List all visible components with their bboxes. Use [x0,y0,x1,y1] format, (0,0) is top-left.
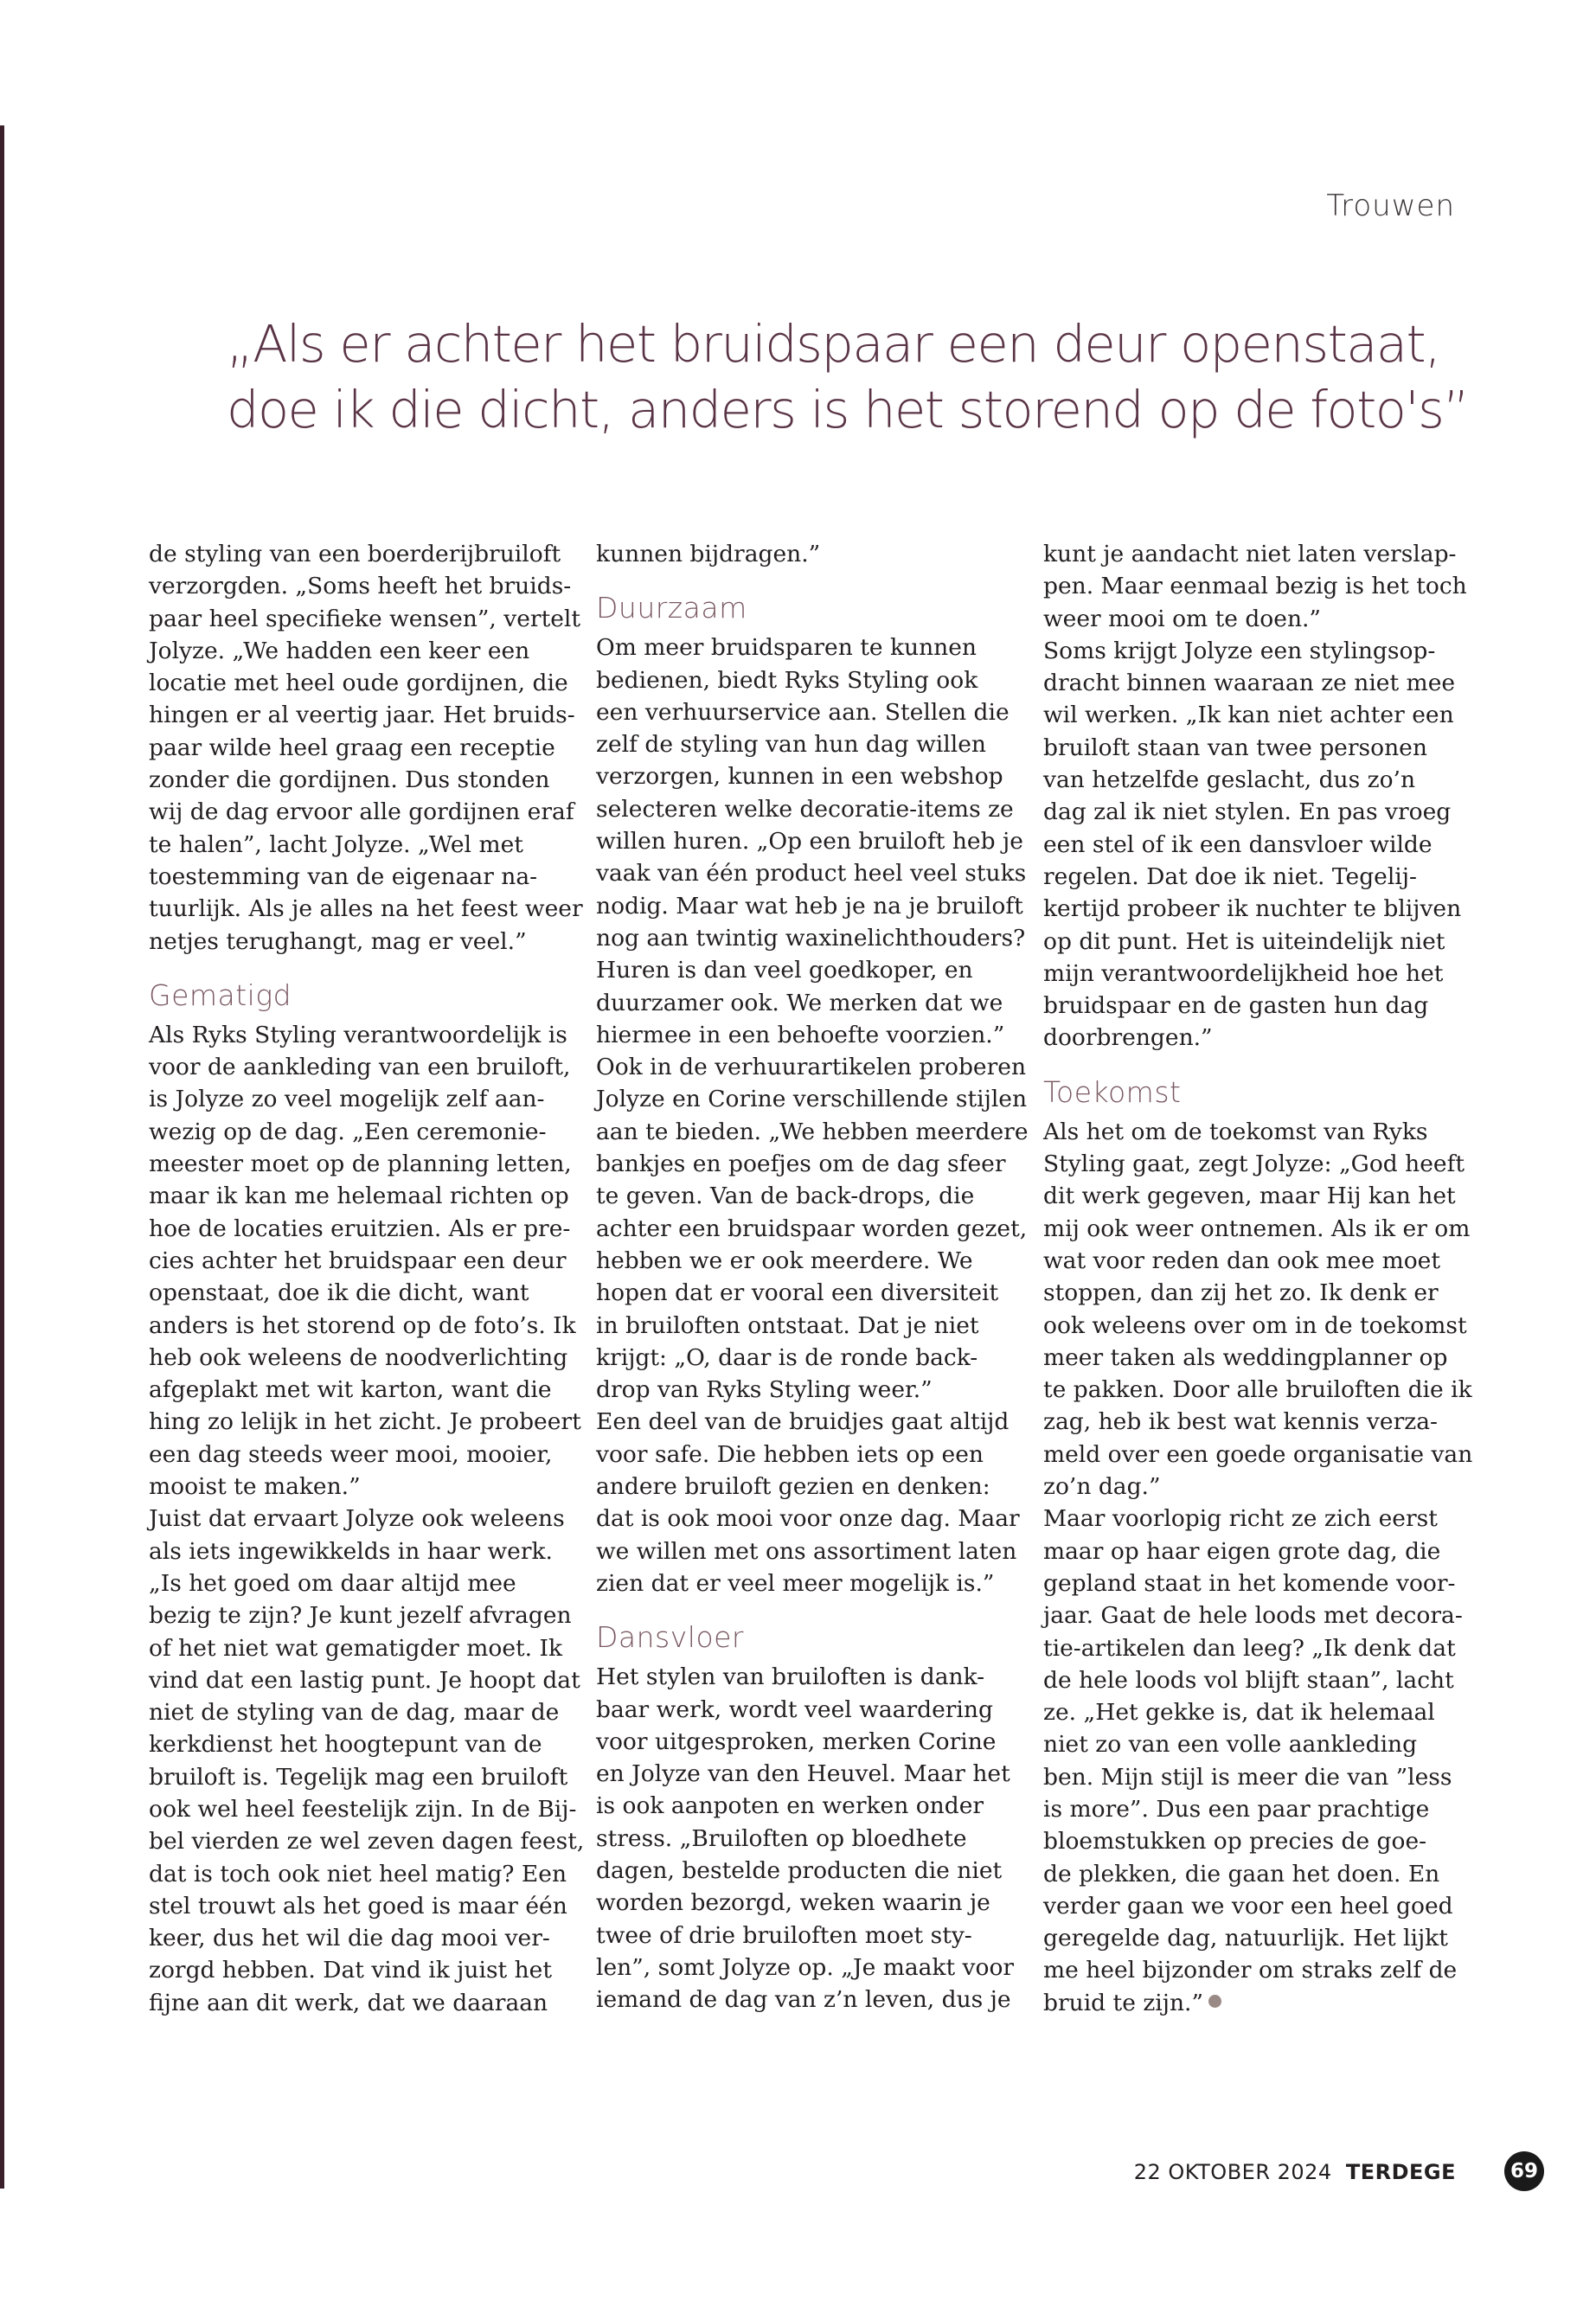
article-column-3 [1043,538,1473,2019]
text-line: me heel bijzonder om straks zelf de [1043,1957,1458,1984]
text-line: dit werk gegeven, maar Hij kan het [1043,1183,1456,1210]
page-number-badge: 69 [1504,2151,1544,2191]
text-line: Om meer bruidsparen te kunnen [596,634,977,662]
text-line: gepland staat in het komende voor- [1043,1569,1456,1597]
text-line: dat is toch ook niet heel matig? Een [149,1860,567,1888]
article-column-2 [596,538,1029,2016]
text-line: Als Ryks Styling verantwoordelijk is [149,1021,567,1048]
text-line: van hetzelfde geslacht, dus zo’n [1043,766,1416,794]
subheading-toekomst: Toekomst [1043,1074,1182,1109]
text-line: een verhuurservice aan. Stellen die [596,698,1010,726]
text-line: len”, somt Jolyze op. „Je maakt voor [596,1953,1015,1981]
text-line: ook wel heel feestelijk zijn. In de Bij- [149,1795,577,1823]
page-spine-bar [0,125,4,2189]
text-line: mij ook weer ontnemen. Als ik er om [1043,1215,1471,1242]
text-line: zien dat er veel meer mogelijk is.” [596,1569,995,1597]
text-line: hing zo lelijk in het zicht. Je probeert [149,1408,581,1436]
subheading-gematigd: Gematigd [149,977,292,1012]
text-line: of het niet wat gematigder moet. Ik [149,1634,563,1662]
text-line: bruiloft staan van twee personen [1043,734,1427,761]
text-line: bedienen, biedt Ryks Styling ook [596,666,978,694]
text-line: we willen met ons assortiment laten [596,1537,1017,1565]
text-line: tie-artikelen dan leeg? „Ik denk dat [1043,1634,1456,1662]
text-line: willen huren. „Op een bruiloft heb je [596,828,1023,856]
text-line: pen. Maar eenmaal bezig is het toch [1043,573,1467,600]
section-label: Trouwen [1326,189,1455,223]
text-line: verzorgen, kunnen in een webshop [596,763,1003,791]
text-line: paar heel specifieke wensen”, vertelt [149,605,581,632]
paragraph [596,631,1027,1051]
text-line: zonder die gordijnen. Dus stonden [149,766,550,794]
text-line: als iets ingewikkelds in haar werk. [149,1537,553,1565]
text-line: maar ik kan me helemaal richten op [149,1183,569,1210]
text-line: locatie met heel oude gordijnen, die [149,670,568,697]
text-line: te geven. Van de back-drops, die [596,1183,975,1210]
text-line: paar wilde heel graag een receptie [149,734,555,761]
text-line: Jolyze. „We hadden een keer een [149,637,530,664]
text-line: te pakken. Door alle bruiloften die ik [1043,1376,1472,1404]
paragraph [149,538,583,958]
text-line: mooist te maken.” [149,1473,361,1501]
text-line: wij de dag ervoor alle gordijnen eraf [149,798,574,826]
text-line: hopen dat er vooral een diversiteit [596,1279,999,1307]
text-line: de plekken, die gaan het doen. En [1043,1860,1440,1888]
text-line: dagen, bestelde producten die niet [596,1856,1003,1884]
text-line: in bruiloften ontstaat. Dat je niet [596,1311,979,1339]
text-line: kunnen bijdragen.” [596,541,821,567]
text-line: geregelde dag, natuurlijk. Het lijkt [1043,1925,1448,1952]
magazine-name: TERDEGE [1345,2160,1456,2184]
issue-date: 22 OKTOBER 2024 [1133,2160,1332,2184]
text-line: afgeplakt met wit karton, want die [149,1376,552,1404]
text-line: hoe de locaties eruitzien. Als er pre- [149,1215,571,1242]
text-line: voor uitgesproken, merken Corine [596,1727,997,1755]
text-line: andere bruiloft gezien en denken: [596,1473,990,1501]
text-line: Soms krijgt Jolyze een stylingsop- [1043,637,1436,664]
text-line: bruiloft is. Tegelijk mag een bruiloft [149,1763,568,1791]
text-line: de hele loods vol blijft staan”, lacht [1043,1666,1454,1694]
page-footer [1134,2160,1456,2184]
text-line: heb ook weleens de noodverlichting [149,1343,568,1371]
text-line: selecteren welke decoratie-items ze [596,795,1014,823]
text-line: Styling gaat, zegt Jolyze: „God heeft [1043,1150,1465,1178]
text-line: fijne aan dit werk, dat we daaraan [149,1989,548,2016]
paragraph [1043,635,1462,1054]
text-line: een stel of ik een dansvloer wilde [1043,830,1433,858]
text-line: drop van Ryks Styling weer.” [596,1376,933,1404]
paragraph [149,1019,581,1503]
text-line: toestemming van de eigenaar na- [149,862,538,890]
text-line: de styling van een boerderijbruiloft [149,541,561,567]
text-line: iemand de dag van z’n leven, dus je [596,1986,1011,2014]
text-line: op dit punt. Het is uiteindelijk niet [1043,927,1445,955]
text-line: mijn verantwoordelijkheid hoe het [1043,959,1444,987]
subheading-dansvloer: Dansvloer [596,1620,744,1655]
text-line: wezig op de dag. „Een ceremonie- [149,1118,547,1145]
text-line: voor de aankleding van een bruiloft, [149,1054,571,1081]
text-line: stoppen, dan zij het zo. Ik denk er [1043,1279,1439,1307]
text-line: keer, dus het wil die dag mooi ver- [149,1925,550,1952]
text-line: twee of drie bruiloften moet sty- [596,1921,972,1949]
text-line: dat is ook mooi voor onze dag. Maar [596,1505,1020,1533]
text-line: baar werk, wordt veel waardering [596,1695,993,1723]
text-line: hiermee in een behoefte voorzien.” [596,1021,1005,1048]
text-line: zo’n dag.” [1043,1473,1161,1501]
text-line: tuurlijk. Als je alles na het feest weer [149,895,583,923]
text-line: niet de styling van de dag, maar de [149,1699,560,1727]
text-line: hebben we er ook meerdere. We [596,1247,973,1274]
paragraph [596,1406,1020,1599]
text-line: Jolyze en Corine verschillende stijlen [596,1086,1028,1113]
text-line: bloemstukken op precies de goe- [1043,1828,1427,1856]
text-line: Ook in de verhuurartikelen proberen [596,1054,1027,1081]
text-line: verzorgden. „Soms heeft het bruids- [149,573,572,600]
paragraph-final [1043,1503,1463,2019]
text-line: Het stylen van bruiloften is dank- [596,1663,985,1691]
text-line: krijgt: „O, daar is de ronde back- [596,1343,978,1371]
text-line: ben. Mijn stijl is meer die van ”less [1043,1763,1452,1791]
text-line: bezig te zijn? Je kunt jezelf afvragen [149,1602,572,1630]
paragraph [596,538,1011,570]
text-line: „Is het goed om daar altijd mee [149,1569,516,1597]
text-line: voor safe. Die hebben iets op een [596,1440,984,1468]
article-end-mark-icon [1208,1995,1221,2008]
text-line: te halen”, lacht Jolyze. „Wel met [149,830,523,858]
text-line: stress. „Bruiloften op bloedhete [596,1824,967,1852]
text-line: wat voor reden dan ook mee moet [1043,1247,1440,1274]
text-line: bruidspaar en de gasten hun dag [1043,992,1429,1020]
text-line: is Jolyze zo veel mogelijk zelf aan- [149,1086,545,1113]
text-line: dag zal ik niet stylen. En pas vroeg [1043,798,1452,826]
text-line: zorgd hebben. Dat vind ik juist het [149,1957,553,1984]
text-line: maar op haar eigen grote dag, die [1043,1537,1441,1565]
text-line: worden bezorgd, weken waarin je [596,1889,990,1917]
paragraph [1043,538,1467,635]
text-line: Een deel van de bruidjes gaat altijd [596,1408,1010,1436]
text-line: weer mooi om te doen.” [1043,605,1321,632]
subheading-duurzaam: Duurzaam [596,591,747,625]
text-line: een dag steeds weer mooi, mooier, [149,1440,553,1468]
article-column-1 [149,538,585,2019]
text-line: achter een bruidspaar worden gezet, [596,1215,1028,1242]
text-line: bel vierden ze wel zeven dagen feest, [149,1828,585,1856]
text-line: bankjes en poefjes om de dag sfeer [596,1150,1006,1178]
text-line: jaar. Gaat de hele loods met decora- [1043,1602,1463,1630]
text-line: doorbrengen.” [1043,1024,1213,1052]
text-line: Als het om de toekomst van Ryks [1043,1118,1428,1145]
pull-quote-line: „Als er achter het bruidspaar een deur openstaat, [227,314,1440,374]
paragraph [1043,1116,1473,1503]
pull-quote [227,311,1469,443]
text-line: nodig. Maar wat heb je na je bruiloft [596,892,1023,920]
paragraph [149,1503,585,2019]
text-line: hingen er al veertig jaar. Het bruids- [149,702,575,729]
text-line: aan te bieden. „We hebben meerdere [596,1118,1029,1145]
paragraph [596,1661,1015,2016]
text-line: meld over een goede organisatie van [1043,1440,1473,1468]
text-line: Maar voorlopig richt ze zich eerst [1043,1505,1438,1533]
text-line: ze. „Het gekke is, dat ik helemaal [1043,1699,1435,1727]
pull-quote-line: doe ik die dicht, anders is het storend op de foto's” [227,380,1469,439]
text-line: stel trouwt als het goed is maar één [149,1892,567,1920]
text-line: ook weleens over om in de toekomst [1043,1311,1467,1339]
text-line: Huren is dan veel goedkoper, en [596,957,973,984]
text-line: bruid te zijn.” [1043,1987,1458,2019]
text-line: kunt je aandacht niet laten verslap- [1043,541,1457,567]
text-line: anders is het storend op de foto’s. Ik [149,1311,576,1339]
text-line: zag, heb ik best wat kennis verza- [1043,1408,1438,1436]
text-line: openstaat, doe ik die dicht, want [149,1279,529,1307]
text-line: regelen. Dat doe ik niet. Tegelij- [1043,862,1417,890]
text-line: is ook aanpoten en werken onder [596,1792,984,1820]
text-line: en Jolyze van den Heuvel. Maar het [596,1760,1010,1788]
text-line: dracht binnen waaraan ze niet mee [1043,670,1456,697]
text-line: meester moet op de planning letten, [149,1150,572,1178]
text-line: cies achter het bruidspaar een deur [149,1247,567,1274]
text-line: kerkdienst het hoogtepunt van de [149,1731,542,1759]
text-line: verder gaan we voor een heel goed [1043,1892,1453,1920]
text-line: kertijd probeer ik nuchter te blijven [1043,895,1462,923]
paragraph [596,1051,1029,1406]
text-line: meer taken als weddingplanner op [1043,1343,1448,1371]
text-line: vaak van één product heel veel stuks [596,860,1027,888]
text-line: nog aan twintig waxinelichthouders? [596,924,1026,952]
text-line: wil werken. „Ik kan niet achter een [1043,702,1454,729]
text-line: is more”. Dus een paar prachtige [1043,1795,1430,1823]
text-line: netjes terughangt, mag er veel.” [149,927,527,955]
text-line: niet zo van een volle aankleding [1043,1731,1418,1759]
text-line: duurzamer ook. We merken dat we [596,989,1003,1016]
text-line: Juist dat ervaart Jolyze ook weleens [149,1505,565,1533]
text-line: vind dat een lastig punt. Je hoopt dat [149,1666,580,1694]
text-line: zelf de styling van hun dag willen [596,731,986,759]
